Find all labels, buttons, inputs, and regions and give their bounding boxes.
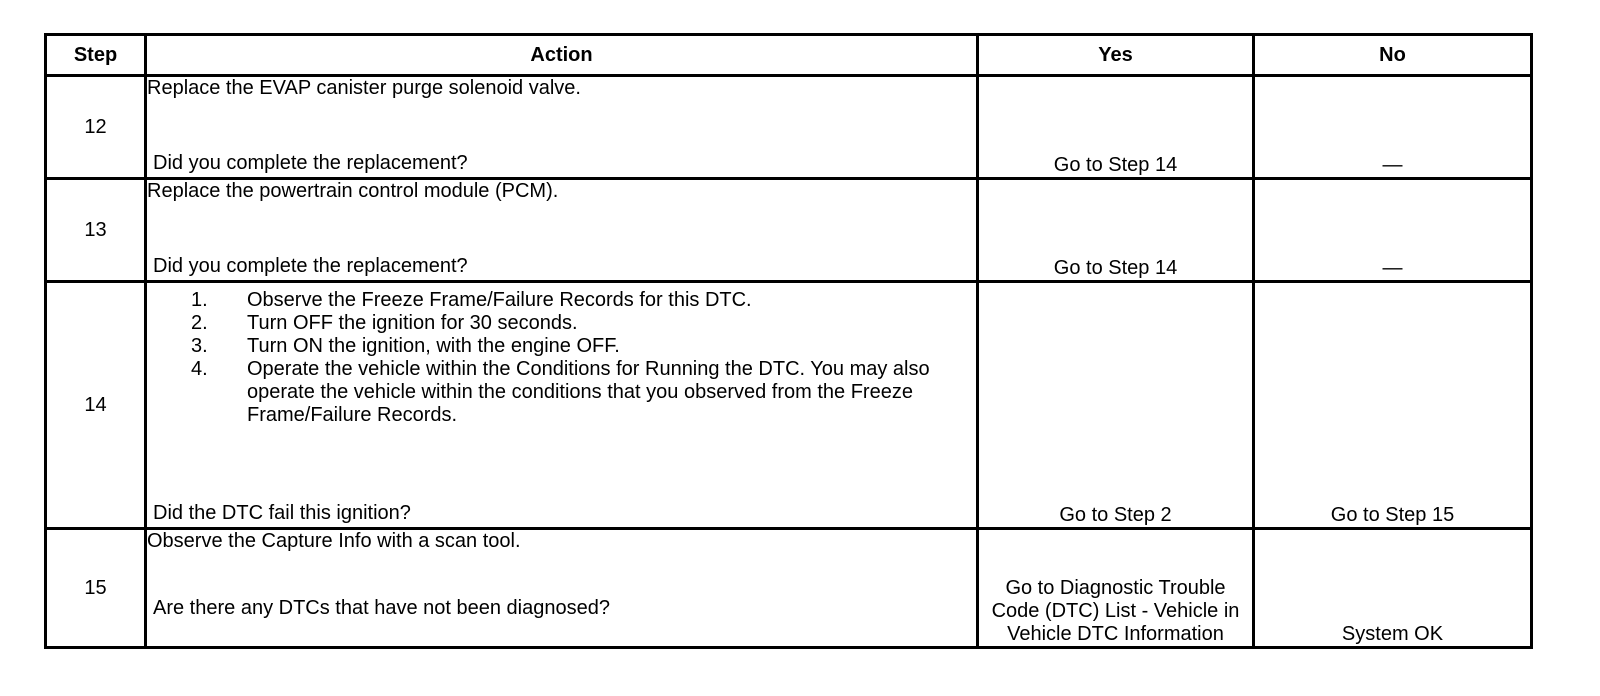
action-cell: [146, 76, 978, 179]
header-action: Action: [146, 35, 978, 76]
step-number: 13: [46, 179, 146, 282]
step-number: 15: [46, 529, 146, 648]
action-cell: [146, 179, 978, 282]
yes-result: Go to Step 2: [978, 282, 1254, 529]
table-row: [46, 529, 1532, 648]
header-yes: Yes: [978, 35, 1254, 76]
no-result: Go to Step 15: [1254, 282, 1532, 529]
action-text: Observe the Capture Info with a scan tool.: [147, 530, 521, 552]
diagnostic-table: [44, 33, 1533, 649]
action-cell: [146, 282, 978, 529]
yes-result: Go to Diagnostic Trouble Code (DTC) List - Vehicle in Vehicle DTC Information: [978, 529, 1254, 648]
step-number: 12: [46, 76, 146, 179]
action-cell: [146, 529, 978, 648]
list-item: 1. Observe the Freeze Frame/Failure Records for this DTC.: [191, 289, 752, 311]
no-result: —: [1254, 76, 1532, 179]
action-text: Replace the EVAP canister purge solenoid valve.: [147, 77, 581, 99]
procedure-list: [147, 289, 976, 427]
header-row: [46, 35, 1532, 76]
no-result: System OK: [1254, 529, 1532, 648]
question-text: Are there any DTCs that have not been diagnosed?: [153, 597, 610, 619]
list-item: 2. Turn OFF the ignition for 30 seconds.: [191, 312, 578, 334]
question-text: Did you complete the replacement?: [153, 255, 468, 277]
table-row: [46, 282, 1532, 529]
yes-result: Go to Step 14: [978, 179, 1254, 282]
table-row: [46, 179, 1532, 282]
yes-result: Go to Step 14: [978, 76, 1254, 179]
question-text: Did the DTC fail this ignition?: [153, 502, 411, 524]
header-step: Step: [46, 35, 146, 76]
header-no: No: [1254, 35, 1532, 76]
list-item: 3. Turn ON the ignition, with the engine OFF.: [191, 335, 620, 357]
no-result: —: [1254, 179, 1532, 282]
question-text: Did you complete the replacement?: [153, 152, 468, 174]
step-number: 14: [46, 282, 146, 529]
action-text: Replace the powertrain control module (PCM).: [147, 180, 559, 202]
list-item: 4. Operate the vehicle within the Conditions for Running the DTC. You may also operate the vehicle within the conditions that you observed from the Freeze Frame/Failure Records.: [191, 358, 930, 426]
table-row: [46, 76, 1532, 179]
